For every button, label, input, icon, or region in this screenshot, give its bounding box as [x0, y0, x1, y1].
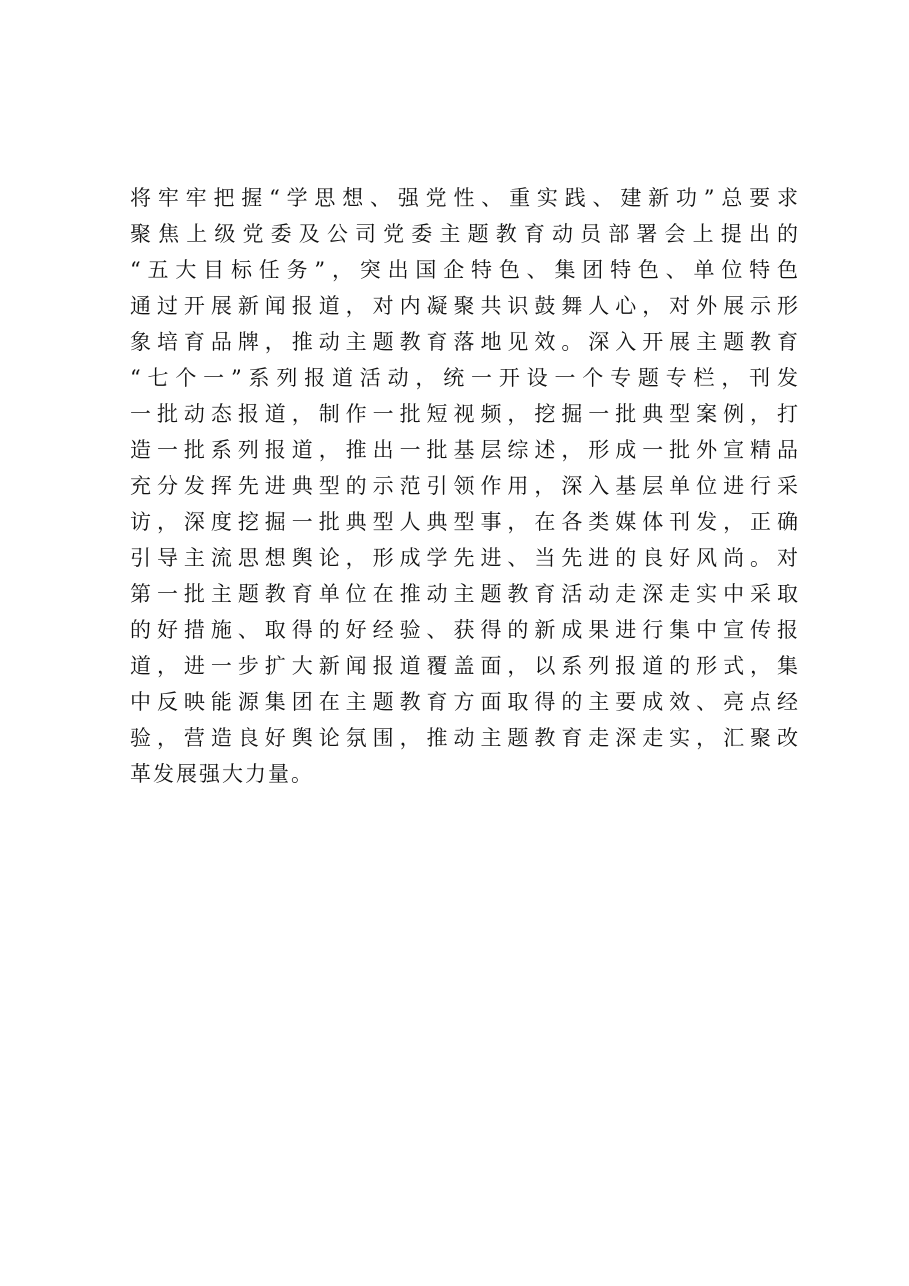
text-line: “五大目标任务”，突出国企特色、集团特色、单位特色: [130, 258, 800, 282]
text-line: 造一批系列报道，推出一批基层综述，形成一批外宣精品: [130, 438, 800, 462]
text-line: 一批动态报道，制作一批短视频，挖掘一批典型案例，打: [130, 402, 800, 426]
text-line: 的好措施、取得的好经验、获得的新成果进行集中宣传报: [130, 618, 800, 642]
text-line: 验，营造良好舆论氛围，推动主题教育走深走实，汇聚改: [130, 726, 800, 750]
text-line: 聚焦上级党委及公司党委主题教育动员部署会上提出的: [130, 222, 800, 246]
text-line: 象培育品牌，推动主题教育落地见效。深入开展主题教育: [130, 330, 800, 354]
text-line: 访，深度挖掘一批典型人典型事，在各类媒体刊发，正确: [130, 510, 800, 534]
text-line: 第一批主题教育单位在推动主题教育活动走深走实中采取: [130, 582, 800, 606]
text-line: 道，进一步扩大新闻报道覆盖面，以系列报道的形式，集: [130, 654, 800, 678]
body-paragraph: [130, 180, 800, 792]
text-line: 中反映能源集团在主题教育方面取得的主要成效、亮点经: [130, 690, 800, 714]
text-line: “七个一”系列报道活动，统一开设一个专题专栏，刊发: [130, 366, 800, 390]
text-line: 充分发挥先进典型的示范引领作用，深入基层单位进行采: [130, 474, 800, 498]
text-line: 通过开展新闻报道，对内凝聚共识鼓舞人心，对外展示形: [130, 294, 800, 318]
text-line: 将牢牢把握“学思想、强党性、重实践、建新功”总要求: [130, 186, 800, 210]
text-line: 引导主流思想舆论，形成学先进、当先进的良好风尚。对: [130, 546, 800, 570]
text-line: 革发展强大力量。: [130, 762, 314, 786]
